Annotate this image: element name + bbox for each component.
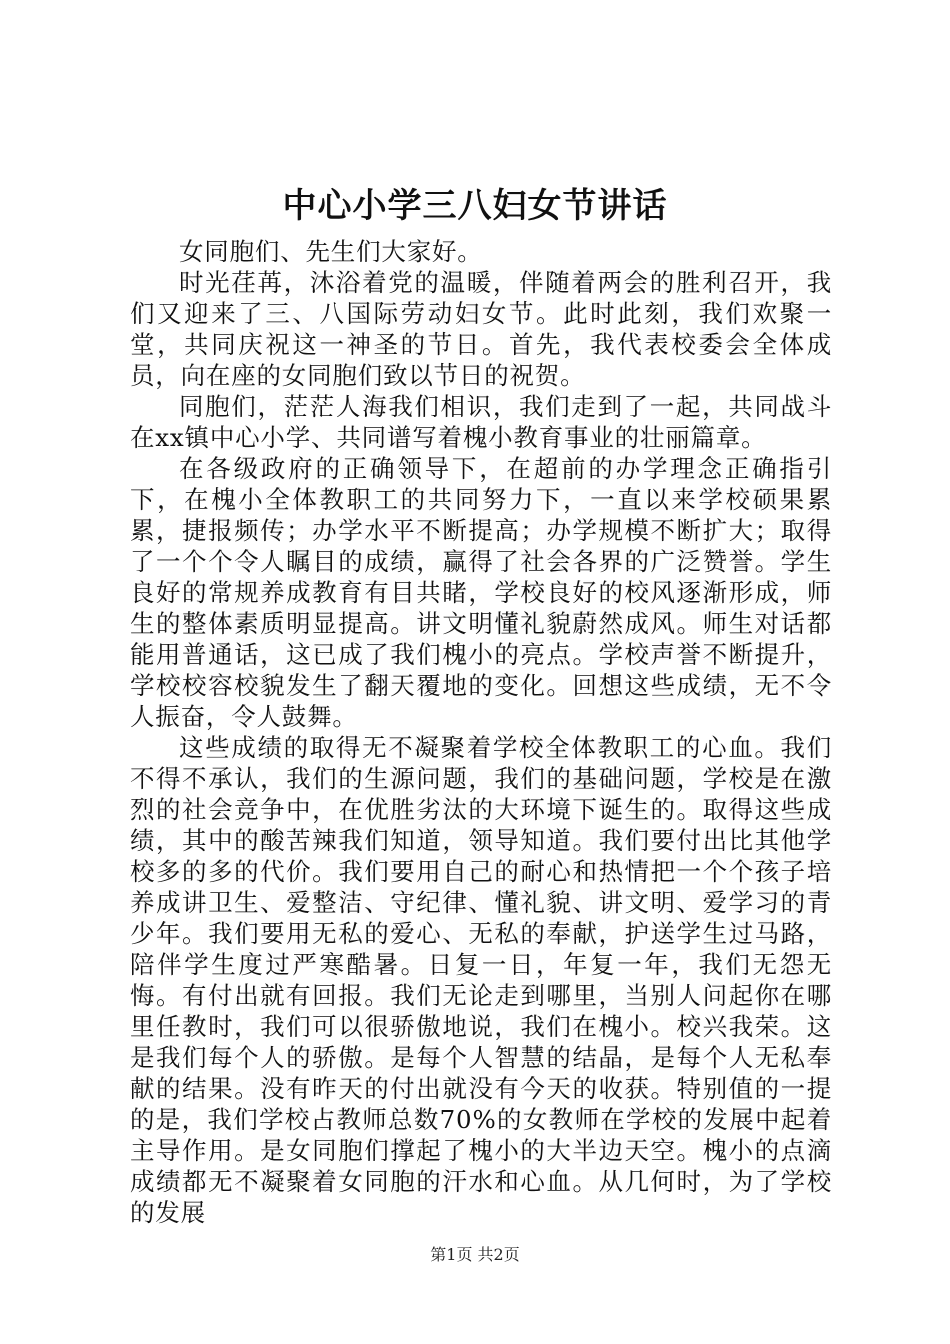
document-title: 中心小学三八妇女节讲话: [282, 186, 668, 226]
paragraph-colleagues: 同胞们，茫茫人海我们相识，我们走到了一起，共同战斗在xx镇中心小学、共同谱写着槐小教育事业的壮丽篇章。: [130, 392, 832, 452]
paragraph-efforts: 这些成绩的取得无不凝聚着学校全体教职工的心血。我们不得不承认，我们的生源问题，我们的基础问题，学校是在激烈的社会竞争中，在优胜劣汰的大环境下诞生的。取得这些成绩，其中的酸苦辣我们知道，领导知道。我们要付出比其他学校多的多的代价。我们要用自己的耐心和热情把一个个孩子培养成讲卫生、爱整洁、守纪律、懂礼貌、讲文明、爱学习的青少年。我们要用无私的爱心、无私的奉献，护送学生过马路，陪伴学生度过严寒酷暑。日复一日，年复一年，我们无怨无悔。有付出就有回报。我们无论走到哪里，当别人问起你在哪里任教时，我们可以很骄傲地说，我们在槐小。校兴我荣。这是我们每个人的骄傲。是每个人智慧的结晶，是每个人无私奉献的结果。没有昨天的付出就没有今天的收获。特别值的一提的是，我们学校占教师总数70%的女教师在学校的发展中起着主导作用。是女同胞们撑起了槐小的大半边天空。槐小的点滴成绩都无不凝聚着女同胞的汗水和心血。从几何时，为了学校的发展: [130, 733, 832, 1227]
paragraph-opening: 时光荏苒，沐浴着党的温暖，伴随着两会的胜利召开，我们又迎来了三、八国际劳动妇女节。此时此刻，我们欢聚一堂，共同庆祝这一神圣的节日。首先，我代表校委会全体成员，向在座的女同胞们致以节日的祝贺。: [130, 268, 832, 390]
paragraph-greeting: 女同胞们、先生们大家好。: [179, 237, 483, 266]
paragraph-achievements: 在各级政府的正确领导下，在超前的办学理念正确指引下，在槐小全体教职工的共同努力下，一直以来学校硕果累累，捷报频传；办学水平不断提高；办学规模不断扩大；取得了一个个令人瞩目的成绩，赢得了社会各界的广泛赞誉。学生良好的常规养成教育有目共睹，学校良好的校风逐渐形成，师生的整体素质明显提高。讲文明懂礼貌蔚然成风。师生对话都能用普通话，这已成了我们槐小的亮点。学校声誉不断提升，学校校容校貌发生了翻天覆地的变化。回想这些成绩，无不令人振奋，令人鼓舞。: [130, 454, 832, 731]
document-body: [130, 236, 832, 1228]
page-footer: 第1页 共2页: [430, 1245, 520, 1264]
